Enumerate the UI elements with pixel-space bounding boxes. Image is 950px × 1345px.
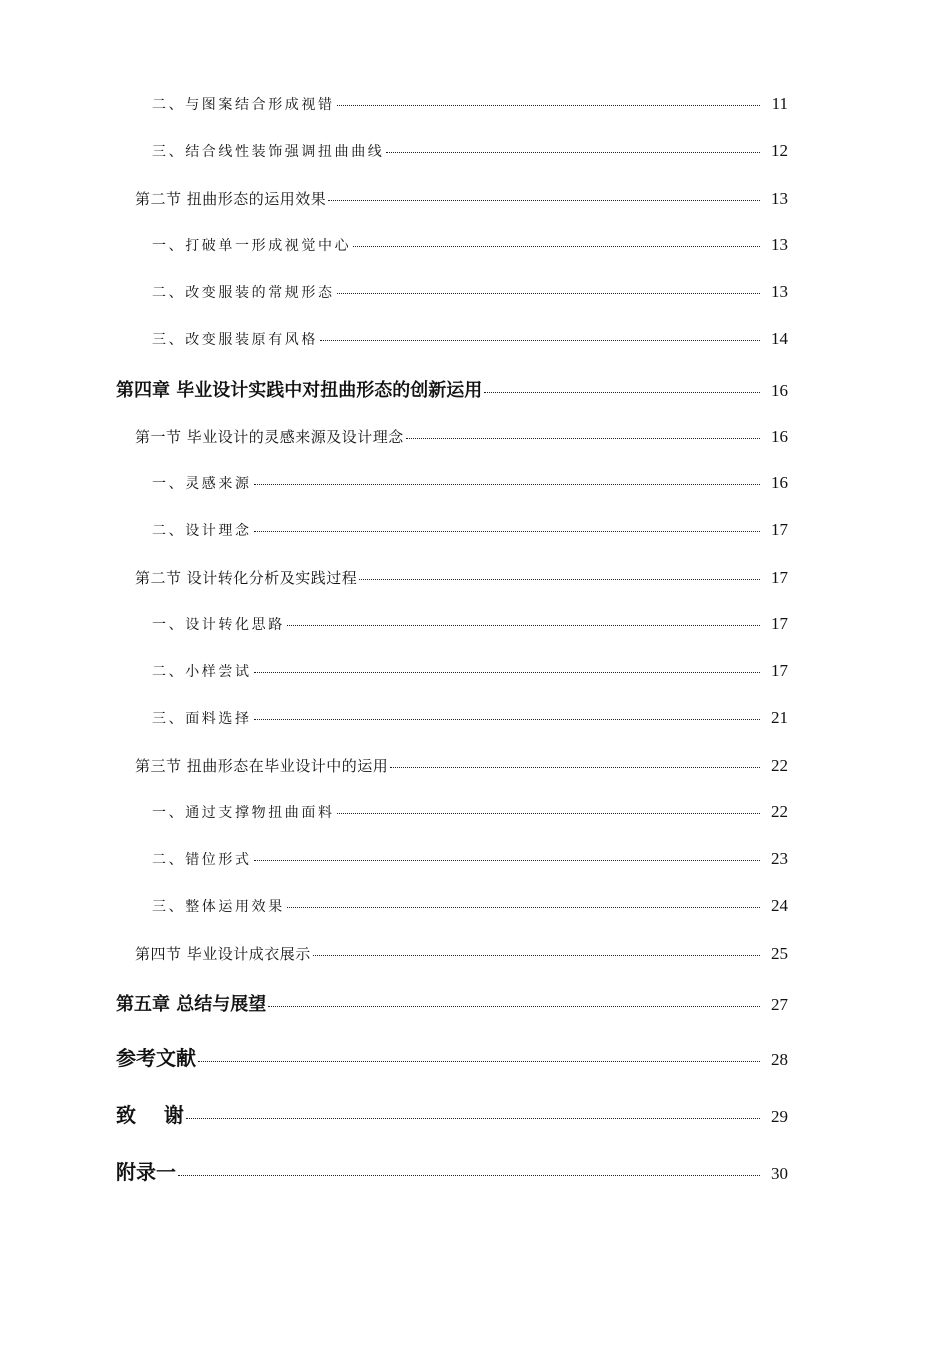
toc-entry[interactable]	[0, 520, 950, 540]
toc-entry[interactable]	[0, 1156, 950, 1185]
toc-entry-page: 16	[771, 381, 788, 400]
toc-entry[interactable]	[0, 473, 950, 493]
toc-entry-title: 三、结合线性装饰强调扭曲曲线	[152, 144, 385, 160]
toc-leader	[178, 1174, 760, 1176]
toc-leader	[337, 104, 760, 106]
toc-entry-page: 16	[771, 473, 788, 492]
toc-entry[interactable]	[0, 896, 950, 916]
toc-entry-page: 23	[771, 849, 788, 868]
toc-entry[interactable]	[0, 943, 950, 964]
toc-leader	[186, 1117, 760, 1119]
toc-leader	[320, 339, 760, 341]
toc-entry-page: 22	[771, 756, 788, 775]
toc-leader	[328, 199, 760, 201]
toc-entry-page: 24	[771, 896, 788, 915]
toc-leader	[337, 812, 760, 814]
toc-entry-page: 29	[771, 1107, 788, 1126]
toc-leader	[254, 483, 760, 485]
toc-entry-title: 一、通过支撑物扭曲面料	[152, 805, 335, 821]
toc-leader	[254, 859, 760, 861]
toc-entry-title: 参考文献	[116, 1046, 196, 1070]
toc-entry-title: 第二节 扭曲形态的运用效果	[135, 190, 327, 208]
toc-entry-page: 17	[771, 614, 788, 633]
toc-entry-title: 一、设计转化思路	[152, 617, 285, 633]
toc-leader	[287, 624, 760, 626]
toc-entry-page: 14	[771, 329, 788, 348]
toc-entry[interactable]	[0, 188, 950, 209]
toc-entry-page: 25	[771, 944, 788, 963]
toc-leader	[386, 151, 760, 153]
toc-entry-page: 16	[771, 427, 788, 446]
toc-entry-title: 附录一	[116, 1160, 176, 1184]
toc-entry-title: 二、改变服装的常规形态	[152, 285, 335, 301]
toc-entry-page: 22	[771, 802, 788, 821]
toc-leader	[406, 437, 760, 439]
toc-entry-title: 第三节 扭曲形态在毕业设计中的运用	[135, 757, 389, 775]
toc-entry-title: 二、设计理念	[152, 523, 252, 539]
toc-entry[interactable]	[0, 849, 950, 869]
toc-entry[interactable]	[0, 282, 950, 302]
toc-entry[interactable]	[0, 567, 950, 588]
toc-entry-title: 三、整体运用效果	[152, 899, 285, 915]
toc-entry-title: 一、打破单一形成视觉中心	[152, 238, 352, 254]
toc-entry-page: 27	[771, 995, 788, 1014]
toc-entry-page: 13	[771, 235, 788, 254]
toc-entry[interactable]	[0, 990, 950, 1016]
toc-leader	[254, 530, 760, 532]
toc-entry[interactable]	[0, 1099, 950, 1128]
toc-entry-page: 17	[771, 520, 788, 539]
toc-entry-page: 12	[771, 141, 788, 160]
toc-entry[interactable]	[0, 141, 950, 161]
toc-entry-page: 21	[771, 708, 788, 727]
toc-entry[interactable]	[0, 94, 950, 114]
toc-leader	[390, 766, 760, 768]
toc-entry-title: 三、改变服装原有风格	[152, 332, 318, 348]
toc-entry[interactable]	[0, 614, 950, 634]
toc-entry-title: 致 谢	[116, 1103, 184, 1127]
toc-entry-page: 17	[771, 568, 788, 587]
toc-entry-page: 13	[771, 282, 788, 301]
toc-leader	[313, 954, 760, 956]
toc-entry-title: 二、与图案结合形成视错	[152, 97, 335, 113]
toc-entry[interactable]	[0, 755, 950, 776]
toc-leader	[337, 292, 760, 294]
toc-entry-title: 一、灵感来源	[152, 476, 252, 492]
toc-leader	[198, 1060, 760, 1062]
toc-leader	[484, 391, 760, 393]
toc-entry-page: 11	[771, 94, 788, 113]
toc-entry-title: 第四章 毕业设计实践中对扭曲形态的创新运用	[116, 380, 483, 401]
toc-leader	[268, 1005, 760, 1007]
toc-entry[interactable]	[0, 708, 950, 728]
toc-leader	[254, 718, 760, 720]
toc-entry-title: 第一节 毕业设计的灵感来源及设计理念	[135, 428, 404, 446]
toc-entry-page: 17	[771, 661, 788, 680]
toc-entry-page: 30	[771, 1164, 788, 1183]
toc-leader	[254, 671, 760, 673]
toc-entry-title: 二、小样尝试	[152, 664, 252, 680]
toc-entry[interactable]	[0, 426, 950, 447]
toc-entry[interactable]	[0, 235, 950, 255]
toc-entry[interactable]	[0, 1042, 950, 1071]
toc-entry-title: 二、错位形式	[152, 852, 252, 868]
toc-entry-title: 第四节 毕业设计成衣展示	[135, 945, 311, 963]
toc-entry-title: 第二节 设计转化分析及实践过程	[135, 569, 358, 587]
toc-leader	[359, 578, 760, 580]
toc-leader	[287, 906, 760, 908]
toc-entry[interactable]	[0, 802, 950, 822]
toc-entry[interactable]	[0, 376, 950, 402]
toc-entry[interactable]	[0, 661, 950, 681]
toc-entry-page: 28	[771, 1050, 788, 1069]
toc-entry[interactable]	[0, 329, 950, 349]
toc-entry-title: 三、面料选择	[152, 711, 252, 727]
toc-entry-title: 第五章 总结与展望	[116, 994, 267, 1015]
toc-leader	[353, 245, 760, 247]
toc-entry-page: 13	[771, 189, 788, 208]
